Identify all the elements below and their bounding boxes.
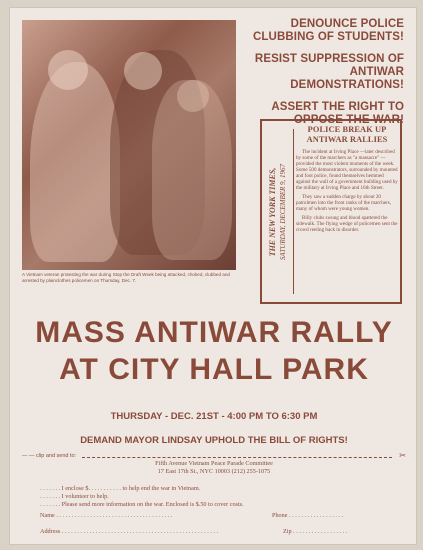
org-address: 17 East 17th St., NYC 10003 (212) 255-1075: [157, 468, 271, 475]
slogan-3: ASSERT THE RIGHT TO OPPOSE THE WAR!: [271, 101, 404, 126]
name-field[interactable]: Name . . . . . . . . . . . . . . . . . . . . . . . . . . . . . . . . . . . . . .: [40, 512, 173, 519]
flyer: [9, 7, 417, 545]
news-article: [296, 125, 398, 236]
masthead-divider: [293, 129, 294, 294]
address-field[interactable]: Address . . . . . . . . . . . . . . . . . . . . . . . . . . . . . . . . . . . . . . . . . . . . . . . . . . .: [40, 528, 219, 535]
phone-label: Phone: [272, 512, 288, 519]
rally-datetime: THURSDAY - DEC. 21ST - 4:00 PM TO 6:30 PM: [110, 411, 318, 422]
zip-field[interactable]: Zip . . . . . . . . . . . . . . . . . .: [283, 528, 348, 535]
mailing-address: [10, 460, 418, 476]
clip-label: — — clip and send to:: [22, 453, 77, 459]
newspaper-clipping: [260, 119, 402, 304]
scissors-icon: ✂: [399, 451, 406, 460]
slogan-1: DENOUNCE POLICE CLUBBING OF STUDENTS!: [253, 18, 404, 43]
option-enclose[interactable]: . . . . . . . I enclose $. . . . . . . . . . . to help end the war in Vietnam.: [40, 485, 201, 492]
rally-demand: DEMAND MAYOR LINDSAY UPHOLD THE BILL OF RIGHTS!: [80, 435, 348, 446]
photo-caption: A Vietnam veteran protesting the war during Stop the Draft Week being attacked, choked, clubbed and arrested by plainclothes policemen on Thursday, Dec. 7.: [22, 272, 230, 283]
news-paragraph: The incident at Irving Place —later described by some of the marchers as "a massacre" —provided the most violent moments of the week. Some 500 demonstrators, surrounded by mounted and foot police, found themselves hemmed against the wall of a government building used by the military at Irving Place and 16th Street.: [296, 149, 398, 191]
news-headline: POLICE BREAK UP ANTIWAR RALLIES: [306, 125, 388, 144]
phone-field[interactable]: Phone . . . . . . . . . . . . . . . . . .: [272, 512, 344, 519]
masthead-date: SATURDAY, DECEMBER 9, 1967: [279, 163, 287, 260]
rally-title-line1: MASS ANTIWAR RALLY: [35, 316, 393, 349]
org-name: Fifth Avenue Vietnam Peace Parade Committee: [155, 460, 273, 467]
option-volunteer[interactable]: . . . . . . . I volunteer to help.: [40, 493, 109, 501]
cut-line: [82, 457, 392, 458]
zip-label: Zip: [283, 528, 292, 535]
slogan-2: RESIST SUPPRESSION OF ANTIWAR DEMONSTRATIONS!: [254, 53, 404, 91]
newspaper-masthead: [264, 125, 292, 298]
name-label: Name: [40, 512, 55, 519]
protest-photo: [22, 20, 236, 270]
coupon-options: [40, 485, 244, 510]
address-label: Address: [40, 528, 61, 535]
masthead-title: THE NEW YORK TIMES,: [268, 167, 277, 256]
news-paragraph: Billy clubs swung and blood spattered the sidewalk. The flying wedge of policemen sent the crowd reeling back in disorder.: [296, 215, 398, 233]
news-paragraph: They saw a sudden charge by about 20 patrolmen into the front ranks of the marchers, many of whom were young women.: [296, 194, 392, 212]
option-info[interactable]: . . . . . . . Please send more information on the war. Enclosed is $.50 to cover costs.: [40, 501, 244, 509]
rally-title-line2: AT CITY HALL PARK: [59, 353, 369, 386]
